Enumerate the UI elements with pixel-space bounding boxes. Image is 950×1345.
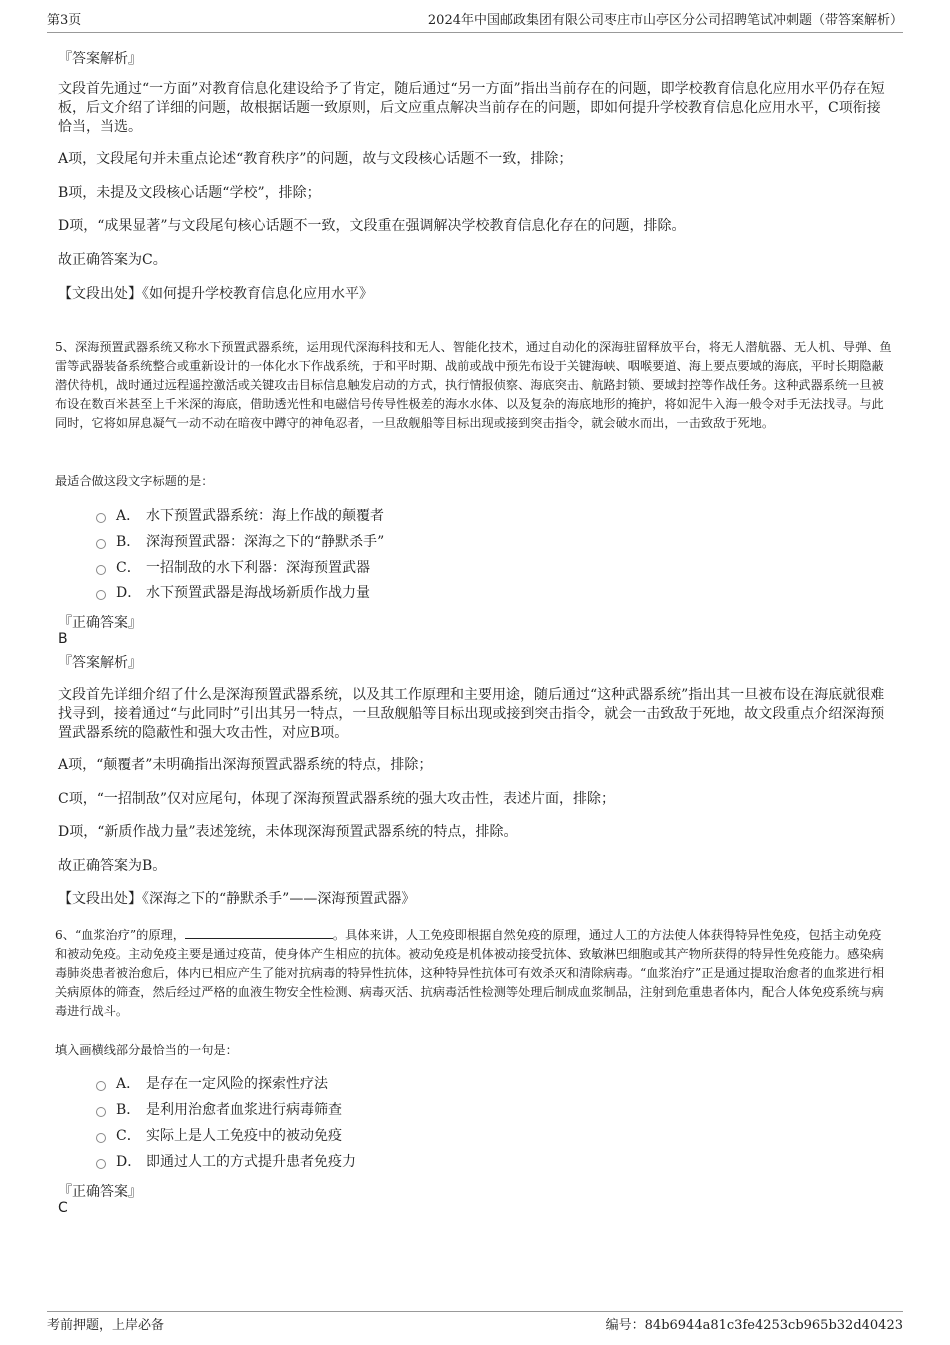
correct-answer-label: 『正确答案』: [58, 1184, 142, 1200]
analysis-option-c: C项，“一招制敌”仅对应尾句，体现了深海预置武器系统的强大攻击性，表述片面，排除；: [58, 791, 616, 807]
document-title: 2024年中国邮政集团有限公司枣庄市山亭区分公司招聘笔试冲刺题（带答案解析）: [427, 13, 903, 28]
conclusion: 故正确答案为C。: [58, 252, 167, 268]
analysis-option-a: A项，“颠覆者”未明确指出深海预置武器系统的特点，排除；: [58, 757, 433, 773]
analysis-option-d: D项，“新质作战力量”表述笼统，未体现深海预置武器系统的特点，排除。: [58, 824, 518, 840]
option-d[interactable]: D． 水下预置武器是海战场新质作战力量: [96, 583, 370, 603]
analysis-label: 『答案解析』: [58, 655, 142, 671]
radio-icon[interactable]: [96, 1133, 106, 1143]
option-a[interactable]: A． 是存在一定风险的探索性疗法: [96, 1074, 328, 1094]
correct-answer: C: [58, 1200, 68, 1216]
source: 【文段出处】《深海之下的“静默杀手”——深海预置武器》: [58, 891, 416, 907]
analysis-text: 文段首先通过“一方面”对教育信息化建设给予了肯定，随后通过“另一方面”指出当前存在的问题，即学校教育信息化应用水平仍存在短板，后文介绍了详细的问题，故根据话题一致原则，后文应重点解决当前存在的问题，即如何提升学校教育信息化应用水平，C项衔接恰当，当选。: [58, 81, 885, 135]
option-b[interactable]: B． 是利用治愈者血浆进行病毒筛查: [96, 1100, 342, 1120]
page-header: [47, 12, 903, 33]
option-c[interactable]: C． 一招制敌的水下利器：深海预置武器: [96, 558, 370, 578]
fill-blank: [185, 926, 333, 939]
radio-icon[interactable]: [96, 539, 106, 549]
document-code: 编号：84b6944a81c3fe4253cb965b32d40423: [605, 1318, 903, 1333]
radio-icon[interactable]: [96, 513, 106, 523]
radio-icon[interactable]: [96, 1107, 106, 1117]
page-footer: [47, 1311, 903, 1334]
source: 【文段出处】《如何提升学校教育信息化应用水平》: [58, 286, 373, 302]
footer-slogan: 考前押题，上岸必备: [47, 1318, 165, 1333]
correct-answer-label: 『正确答案』: [58, 615, 142, 631]
question-prompt: 填入画横线部分最恰当的一句是：: [55, 1043, 238, 1057]
radio-icon[interactable]: [96, 1159, 106, 1169]
radio-icon[interactable]: [96, 590, 106, 600]
analysis-option-a: A项，文段尾句并未重点论述“教育秩序”的问题，故与文段核心话题不一致，排除；: [58, 151, 573, 167]
option-a[interactable]: A． 水下预置武器系统：海上作战的颠覆者: [96, 506, 384, 526]
question-stem: 6、“血浆治疗”的原理， 。具体来讲，人工免疫即根据自然免疫的原理，通过人工的方法使人体获得特异性免疫，包括主动免疫和被动免疫。主动免疫主要是通过疫苗，使身体产生相应的抗体。被动免疫是机体被动接受抗体、致敏淋巴细胞或其产物所获得的特异性免疫能力。感染病毒肺炎患者被治愈后，体内已相应产生了能对抗病毒的特异性抗体，这种特异性抗体可有效杀灭和清除病毒。“血浆治疗”正是通过提取治愈者的血浆进行相关病原体的筛查，然后经过严格的血液生物安全性检测、病毒灭活、抗病毒活性检测等处理后制成血浆制品，注射到危重患者体内，配合人体免疫系统与病毒进行战斗。: [55, 928, 885, 1018]
correct-answer: B: [58, 631, 68, 647]
option-c[interactable]: C． 实际上是人工免疫中的被动免疫: [96, 1126, 342, 1146]
page-number: 第3页: [47, 13, 82, 28]
analysis-text: 文段首先详细介绍了什么是深海预置武器系统，以及其工作原理和主要用途，随后通过“这种武器系统”指出其一旦被布设在海底就很难找寻到，接着通过“与此同时”引出其另一特点，一旦敌舰船等目标出现或接到突击指令，就会一击致敌于死地，故文段重点介绍深海预置武器系统的隐蔽性和强大攻击性，对应B项。: [58, 687, 885, 741]
conclusion: 故正确答案为B。: [58, 858, 167, 874]
option-b[interactable]: B． 深海预置武器：深海之下的“静默杀手”: [96, 532, 384, 552]
question-stem: 5、深海预置武器系统又称水下预置武器系统，运用现代深海科技和无人、智能化技术，通过自动化的深海驻留释放平台，将无人潜航器、无人机、导弹、鱼雷等武器装备系统整合或重新设计的一体化水下作战系统，于和平时期、战前或战中预先布设于关键海峡、咽喉要道、海上要点要域的海底，平时长期隐蔽潜伏待机，战时通过远程遥控激活或关键攻击目标信息触发启动的方式，执行情报侦察、海底突击、航路封锁、要域封控等作战任务。这种武器系统一旦被布设在数百米甚至上千米深的海底，借助透光性和电磁信号传导性极差的海水水体、以及复杂的海底地形的掩护，将如泥牛入海一般令对手无法找寻。与此同时，它将如屏息凝气一动不动在暗夜中蹲守的神龟忍者，一旦敌舰船等目标出现或接到突击指令，就会破水而出，一击致敌于死地。: [55, 340, 892, 430]
option-d[interactable]: D． 即通过人工的方式提升患者免疫力: [96, 1152, 356, 1172]
radio-icon[interactable]: [96, 565, 106, 575]
radio-icon[interactable]: [96, 1081, 106, 1091]
analysis-label: 『答案解析』: [58, 51, 142, 67]
analysis-option-d: D项，“成果显著”与文段尾句核心话题不一致，文段重在强调解决学校教育信息化存在的问题，排除。: [58, 218, 686, 234]
analysis-option-b: B项，未提及文段核心话题“学校”，排除；: [58, 185, 321, 201]
question-prompt: 最适合做这段文字标题的是：: [55, 474, 214, 488]
